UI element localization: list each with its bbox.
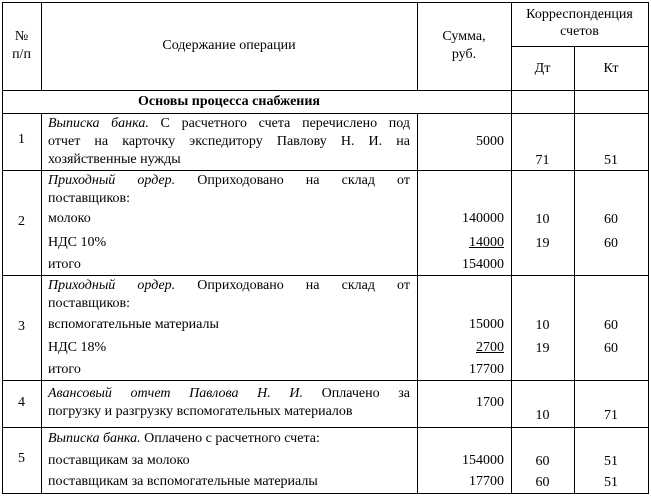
row4-line1-rest: Оплачено за [303,386,411,401]
row2-line1 [48,172,410,190]
row3-bottom-line [2,380,649,381]
row4-line1 [48,385,410,403]
row1-kt: 51 [604,153,618,168]
row2-item1-kt: 60 [604,212,618,227]
row1-doc: Выписка банка. [48,116,149,131]
row2-item2-sum: 14000 [469,235,504,250]
header-corr-line1: Корреспонденция [526,7,633,22]
row3-item1-kt: 60 [604,318,618,333]
col-divider-num-body [41,113,42,494]
row2-item1-dt: 10 [535,212,550,227]
header-subdivider [511,46,649,47]
table-border-right [648,2,649,494]
row3-item2-kt: 60 [604,341,618,356]
row3-item2-sum: 2700 [476,340,504,355]
row5-item2-kt: 51 [604,475,618,490]
section-bottom-line [2,113,649,114]
row5-num: 5 [18,451,25,466]
table-border-bottom [2,493,649,494]
row2-line2: поставщиков: [48,191,131,206]
row2-bottom-line [2,275,649,276]
row5-item1-dt: 60 [535,454,550,469]
row3-item2-label: НДС 18% [48,340,107,355]
row2-item3-sum: 154000 [462,257,504,272]
row3-item1-sum: 15000 [469,317,504,332]
row2-item2-dt: 19 [535,236,550,251]
row4-kt: 71 [604,408,618,423]
header-bottom-line [2,90,649,91]
header-sum-line1: Сумма, [442,29,486,44]
table-border-top [2,2,649,3]
row5-doc: Выписка банка. [48,431,141,446]
row4-doc: Авансовый отчет Павлова Н. И. [48,386,304,401]
header-corr-line2: счетов [560,24,599,39]
row3-line1 [48,277,410,295]
row1-sum: 5000 [476,134,504,149]
row5-item1-label: поставщикам за молоко [48,453,190,468]
header-kt: Кт [603,61,619,76]
row2-item3-label: итого [48,257,81,272]
row3-line2: поставщиков: [48,296,131,311]
row4-sum: 1700 [476,395,504,410]
header-sum-line2: руб. [451,47,477,62]
row5-item2-dt: 60 [535,475,550,490]
row4-line2: погрузку и разгрузку вспомогательных материалов [48,404,353,419]
row1-line3: хозяйственные нужды [48,152,181,167]
row2-item1-label: молоко [48,211,91,226]
header-content: Содержание операции [162,38,296,53]
row2-item2-label: НДС 10% [48,235,107,250]
header-num-line1: № [14,29,29,44]
row5-item2-label: поставщикам за вспомогательные материалы [48,474,318,489]
row2-item1-sum: 140000 [462,211,504,226]
row1-line2: отчет на карточку экспедитору Павлову Н. И. на [48,134,410,149]
row3-item1-label: вспомогательные материалы [48,317,219,332]
row5-item1-sum: 154000 [462,453,504,468]
row2-num: 2 [18,214,25,229]
row3-line1-rest: Оприходовано на склад от [175,278,410,293]
row5-line1-rest: Оплачено с расчетного счета: [140,431,320,446]
table-border-left [2,2,3,494]
row1-line1-rest: С расчетного счета перечислено под [148,116,410,131]
row4-num: 4 [18,395,25,410]
row2-line1-rest: Оприходовано на склад от [175,173,410,188]
row1-dt: 71 [535,153,550,168]
row5-item2-sum: 17700 [469,474,504,489]
header-num-line2: п/п [12,47,31,62]
header-dt: Дт [534,61,551,76]
col-divider-content-body [417,113,418,494]
row2-doc: Приходный ордер. [48,173,176,188]
row4-dt: 10 [535,408,550,423]
row2-item2-kt: 60 [604,236,618,251]
row3-item1-dt: 10 [535,318,550,333]
row1-line1 [48,115,410,133]
row5-item1-kt: 51 [604,454,618,469]
row3-doc: Приходный ордер. [48,278,176,293]
row1-bottom-line [2,170,649,171]
row3-num: 3 [18,319,25,334]
row5-line1 [48,430,320,448]
row3-item3-label: итого [48,362,81,377]
section-title: Основы процесса снабжения [137,94,321,109]
row4-bottom-line [2,427,649,428]
col-divider-dt [574,46,575,494]
row1-num: 1 [18,132,25,147]
row3-item2-dt: 19 [535,341,550,356]
row3-item3-sum: 17700 [469,362,504,377]
